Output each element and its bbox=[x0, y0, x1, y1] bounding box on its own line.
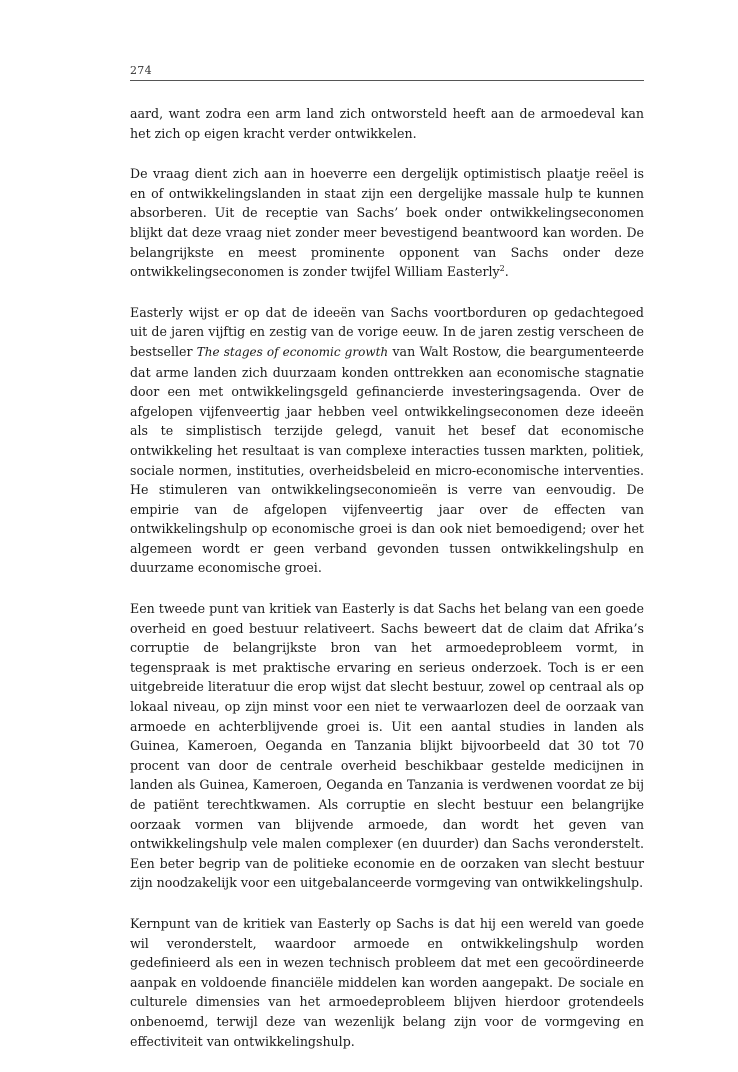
paragraph-4 bbox=[130, 599, 644, 893]
page-number: 274 bbox=[130, 64, 152, 77]
paragraph-2-end: . bbox=[504, 264, 509, 280]
paragraph-2 bbox=[130, 164, 644, 282]
footnote-reference[interactable]: 2 bbox=[499, 263, 505, 273]
paragraph-1-text: aard, want zodra een arm land zich ontworsteld heeft aan de armoedeval kan het zich op eigen kracht verder ontwikkelen. bbox=[130, 106, 644, 141]
paragraph-1 bbox=[130, 104, 644, 143]
paragraph-5 bbox=[130, 914, 644, 1051]
paragraph-3 bbox=[130, 303, 644, 578]
book-title: The stages of economic growth bbox=[196, 344, 389, 359]
page-body bbox=[130, 104, 644, 1072]
paragraph-2-text: De vraag dient zich aan in hoeverre een dergelijk optimistisch plaatje reëel is en of ontwikkelingslanden in staat zijn een dergelijke massale hulp te kunnen absorberen. Uit de receptie van Sachs’ boek onder ontwikkelingseconomen blijkt dat deze vraag niet zonder meer bevestigend beantwoord kan worden. De belangrijkste en meest prominente opponent van Sachs onder deze ontwikkelingseconomen is zonder twijfel William Easterly bbox=[130, 166, 644, 280]
paragraph-5-text: Kernpunt van de kritiek van Easterly op Sachs is dat hij een wereld van goede wil veronderstelt, waardoor armoede en ontwikkelingshulp worden gedefinieerd als een in wezen technisch probleem dat met een gecoördineerde aanpak en voldoende financiële middelen kan worden aangepakt. De sociale en culturele dimensies van het armoedeprobleem blijven hierdoor grotendeels onbenoemd, terwijl deze van wezenlijk belang zijn voor de vormgeving en effectiviteit van ontwikkelingshulp. bbox=[130, 915, 644, 1049]
paragraph-3-text-a: Easterly wijst er op dat de ideeën van Sachs voortborduren op gedachtegoed uit de jaren vijftig en zestig van de vorige eeuw. In de jaren zestig verscheen de bestseller bbox=[130, 304, 644, 359]
header-rule bbox=[130, 80, 644, 81]
paragraph-3-text-b: van Walt Rostow, die beargumenteerde dat arme landen zich duurzaam konden onttrekken aan economische stagnatie door een met ontwikkelingsgeld gefinancierde investeringsagenda. Over de afgelopen vijfenveertig jaar hebben veel ontwikkelingseconomen deze ideeën als te simplistisch terzijde gelegd, vanuit het besef dat economische ontwikkeling het resultaat is van complexe interacties tussen markten, politiek, sociale normen, instituties, overheidsbeleid en micro-economische interventies. He stimuleren van ontwikkelingseconomieën is verre van eenvoudig. De empirie van de afgelopen vijfenveertig jaar over de effecten van ontwikkelingshulp op economische groei is dan ook niet bemoedigend; over het algemeen wordt er geen verband gevonden tussen ontwikkelingshulp en duurzame economische groei. bbox=[130, 343, 644, 576]
paragraph-4-text: Een tweede punt van kritiek van Easterly is dat Sachs het belang van een goede overheid en goed bestuur relativeert. Sachs beweert dat de claim dat Afrika’s corruptie de belangrijkste bron van het armoedeprobleem vormt, in tegenspraak is met praktische ervaring en serieus onderzoek. Toch is er een uitgebreide literatuur die erop wijst dat slecht bestuur, zowel op centraal als op lokaal niveau, op zijn minst voor een niet te verwaarlozen deel de oorzaak van armoede en achterblijvende groei is. Uit een aantal studies in landen als Guinea, Kameroen, Oeganda en Tanzania blijkt bijvoorbeeld dat 30 tot 70 procent van door de centrale overheid beschikbaar gestelde medicijnen in landen als Guinea, Kameroen, Oeganda en Tanzania is verdwenen voordat ze bij de patiënt terechtkwamen. Als corruptie en slecht bestuur een belangrijke oorzaak vormen van blijvende armoede, dan wordt het geven van ontwikkelingshulp vele malen complexer (en duurder) dan Sachs veronderstelt. Een beter begrip van de politieke economie en de oorzaken van slecht bestuur zijn noodzakelijk voor een uitgebalanceerde vormgeving van ontwikkelingshulp. bbox=[130, 601, 644, 891]
